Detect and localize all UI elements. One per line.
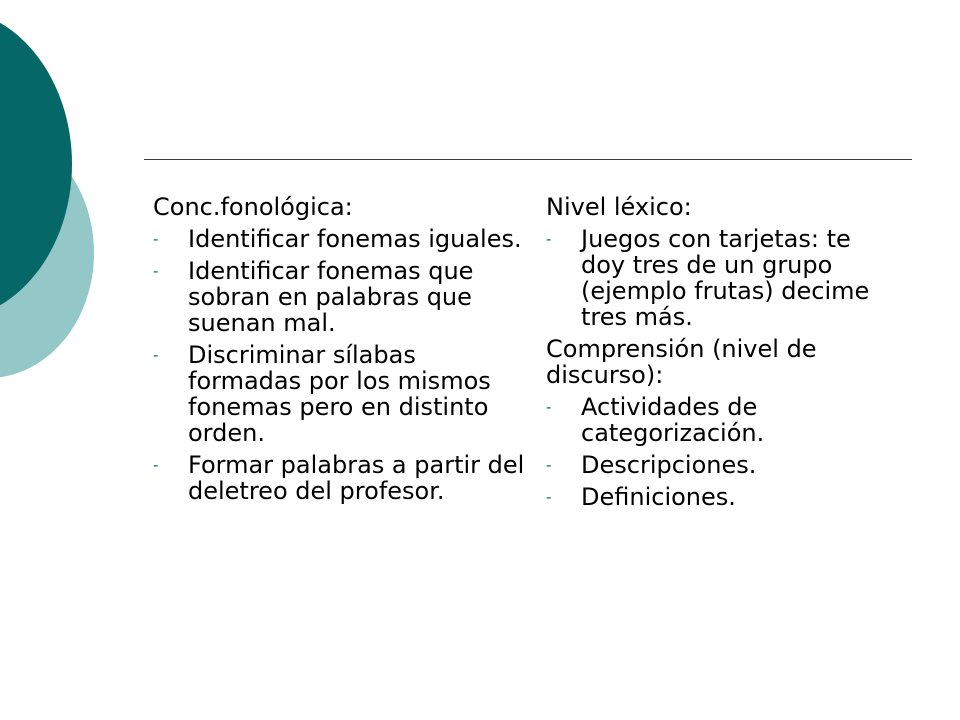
title-divider-line <box>144 159 912 160</box>
list-item <box>153 258 525 336</box>
left-column <box>153 194 525 510</box>
dash-bullet-icon: - <box>546 456 552 474</box>
list-item-text: Juegos con tarjetas: te doy tres de un grupo (ejemplo frutas) decime tres más. <box>581 225 870 331</box>
right-column <box>546 194 891 516</box>
list-item-text: Definiciones. <box>581 483 736 511</box>
right-list <box>546 226 891 330</box>
dash-bullet-icon: - <box>546 488 552 506</box>
list-item-text: Discriminar sílabas formadas por los mismos fonemas pero en distinto orden. <box>188 341 491 447</box>
list-item <box>546 484 891 510</box>
list-item <box>546 226 891 330</box>
left-list <box>153 226 525 504</box>
list-item-text: Identificar fonemas que sobran en palabras que suenan mal. <box>188 257 474 337</box>
dash-bullet-icon: - <box>546 230 552 248</box>
list-item-text: Actividades de categorización. <box>581 393 765 447</box>
list-item <box>153 226 525 252</box>
list-item <box>153 452 525 504</box>
list-item-text: Formar palabras a partir del deletreo del profesor. <box>188 451 525 505</box>
right-heading-2: Comprensión (nivel de discurso): <box>546 335 817 389</box>
list-item <box>546 394 891 446</box>
list-item-text: Identificar fonemas iguales. <box>188 225 522 253</box>
dash-bullet-icon: - <box>153 346 159 364</box>
dash-bullet-icon: - <box>153 456 159 474</box>
list-item-text: Descripciones. <box>581 451 757 479</box>
list-item <box>546 452 891 478</box>
dash-bullet-icon: - <box>546 398 552 416</box>
left-heading: Conc.fonológica: <box>153 193 353 221</box>
dash-bullet-icon: - <box>153 262 159 280</box>
dash-bullet-icon: - <box>153 230 159 248</box>
right-list-2 <box>546 394 891 510</box>
list-item <box>153 342 525 446</box>
right-heading: Nivel léxico: <box>546 193 692 221</box>
